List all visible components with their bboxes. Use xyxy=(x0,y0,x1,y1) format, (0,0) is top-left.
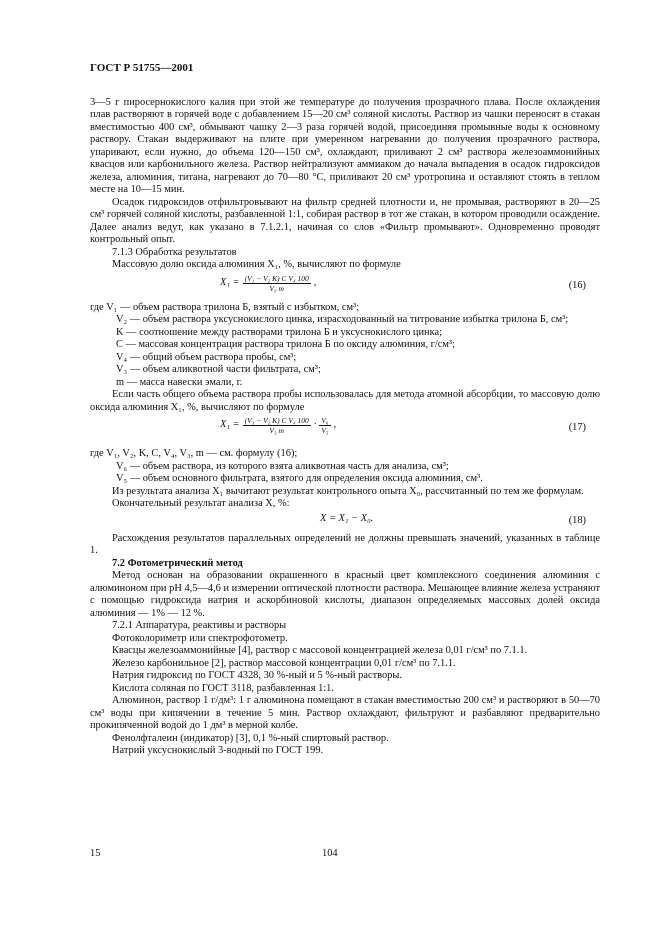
formula-16 xyxy=(90,272,600,302)
definition: где V₁ — объем раствора трилона Б, взятый с избытком, см³; xyxy=(90,301,360,313)
definition: V₄ — общий объем раствора пробы, см³; xyxy=(116,351,297,363)
list-item: Алюминон, раствор 1 г/дм³: 1 г алюминона помещают в стакан вместимостью 200 см³ и растворяют в 50—70 см³ воды при кипячении в течение 5 мин. Раствор охлаждают, фильтруют и разбавляют предварительно прокипяченной водой до 1 дм³ в мерной колбе. xyxy=(90,695,600,731)
definition: V₃ — объем аликвотной части фильтрата, см³; xyxy=(116,364,321,375)
fraction xyxy=(319,416,330,435)
paragraph: Из результата анализа X₁ вычитают результат контрольного опыта X₀, рассчитанный по тем же формулам. xyxy=(112,485,584,497)
equation-number: (16) xyxy=(568,279,586,291)
subsection-title: 7.2.1 Аппаратура, реактивы и растворы xyxy=(112,620,287,631)
formula-tail: , xyxy=(313,276,317,288)
definitions-list xyxy=(90,302,600,390)
list-item: Фотоколориметр или спектрофотометр. xyxy=(112,632,288,644)
subsection-title: 7.1.3 Обработка результатов xyxy=(112,246,237,258)
paragraph: Расхождения результатов параллельных определений не должны превышать значений, указанных в таблице 1. xyxy=(90,532,600,556)
list-item: Железо карбонильное [2], раствор массовой концентрации 0,01 г/см³ по 7.1.1. xyxy=(112,657,456,669)
formula-lhs: X₁ = xyxy=(220,276,240,288)
paragraph: Метод основан на образовании окрашенного в красный цвет комплексного соединения алюминия с алюминоном при рН 4,5—4,6 и измерении оптической плотности раствора. Мешающее влияние железа устраняют с помощью гидроксида натрия и аскорбиновой кислоты, диапазон определяемых массовых долей оксида алюминия — 1% — 12 %. xyxy=(90,570,600,619)
definitions-list xyxy=(90,448,600,486)
definition: C — массовая концентрация раствора трилона Б по оксиду алюминия, г/см³; xyxy=(116,339,455,350)
formula-lhs: X₁ = xyxy=(220,419,240,431)
numerator: (V₁ − V₂ K) C V₄ 100 xyxy=(244,273,309,283)
denominator: V₅ xyxy=(321,426,329,435)
formula-17: X₁ = $\frac{\text{(V₁ − V₂ K) C V₄ 100}}{\text{V₃ m}}$ · $\frac{\text{V₆}}{\text{V₅}}$ , (17) xyxy=(220,416,586,435)
list-item: Кислота соляная по ГОСТ 3118, разбавленная 1:1. xyxy=(112,682,334,694)
list-item: Фенолфталеин (индикатор) [3], 0,1 %-ный спиртовый раствор. xyxy=(112,732,389,744)
page-number-left: 15 xyxy=(90,848,101,859)
list-item: Натрий уксуснокислый 3-водный по ГОСТ 199. xyxy=(112,745,324,756)
list-item: Натрия гидроксид по ГОСТ 4328, 30 %-ный и 5 %-ный растворы. xyxy=(112,670,402,681)
section-title: 7.2 Фотометрический метод xyxy=(112,557,243,569)
paragraph: Если часть общего объема раствора пробы использовалась для метода атомной абсорбции, то массовую долю оксида алюминия X₁, %, вычисляют по формуле xyxy=(90,389,600,413)
formula-expression: X = X₁ − X₀. xyxy=(320,512,374,524)
fraction xyxy=(243,416,311,435)
document-page xyxy=(90,62,600,758)
equation-number: (17) xyxy=(568,422,586,433)
document-header: ГОСТ Р 51755—2001 xyxy=(90,62,194,74)
paragraph: 3—5 г пиросернокислого калия при этой же температуре до получения прозрачного плава. После охлаждения плав растворяют в горячей воде с добавлением 15—20 см³ соляной кислоты. Раствор из чашки переносят в стакан вместимостью 400 см³, обмывают чашку 2—3 раза горячей водой, присоединяя промывные воды к основному раствору. Стакан выдерживают на плите при умеренном нагревании до получения прозрачного раствора, упаривают, если нужно, до объема 120—150 см³, охлаждают, приливают 2 см³ раствора железоаммонийных квасцов или карбонильного железа. Раствор нейтрализуют аммиаком до начала выпадения в осадок гидроксидов железа, алюминия, титана, нагревают до 70—80 °С, приливают 20 см³ уротропина и оставляют стоять в теплом месте на 10—15 мин. xyxy=(90,96,600,195)
definition: V₆ — объем раствора, из которого взята аликвотная часть для анализа, см³; xyxy=(116,460,449,472)
definition: V₅ — объем основного фильтрата, взятого для определения оксида алюминия, см³. xyxy=(116,473,483,484)
page-number-center: 104 xyxy=(322,848,338,859)
formula-tail: , xyxy=(333,419,337,431)
numerator: (V₁ − V₂ K) C V₄ 100 xyxy=(244,416,309,425)
definition: V₂ — объем раствора уксуснокислого цинка, израсходованный на титрование избытка трилона Б, см³; xyxy=(116,314,569,325)
paragraph: Окончательный результат анализа X, %: xyxy=(112,498,290,509)
fraction xyxy=(243,274,311,293)
definition: K — соотношение между растворами трилона Б и уксуснокислого цинка; xyxy=(116,326,442,338)
list-item: Квасцы железоаммонийные [4], раствор с массовой концентрацией железа 0,01 г/см³ по 7.1.1. xyxy=(112,645,528,656)
denominator: V₃ m xyxy=(269,283,284,293)
denominator: V₃ m xyxy=(269,426,284,435)
equation-number: (18) xyxy=(568,514,586,526)
definition: где V₁, V₂, K, C, V₄, V₃, m — см. формулу (16); xyxy=(90,448,298,459)
definition: m — масса навески эмали, г. xyxy=(116,376,243,388)
paragraph: Осадок гидроксидов отфильтровывают на фильтр средней плотности и, не промывая, растворяют в 20—25 см³ горячей соляной кислоты, разбавленной 1:1, собирая раствор в тот же стакан, в котором проводили осаждение. Далее анализ ведут, как указано в 7.1.2.1, начиная со слов «Фильтр промывают». Одновременно проводят контрольный опыт. xyxy=(90,196,600,245)
numerator: V₆ xyxy=(321,416,329,425)
formula-18 xyxy=(90,511,600,533)
paragraph: Массовую долю оксида алюминия X₁, %, вычисляют по формуле xyxy=(112,259,401,270)
